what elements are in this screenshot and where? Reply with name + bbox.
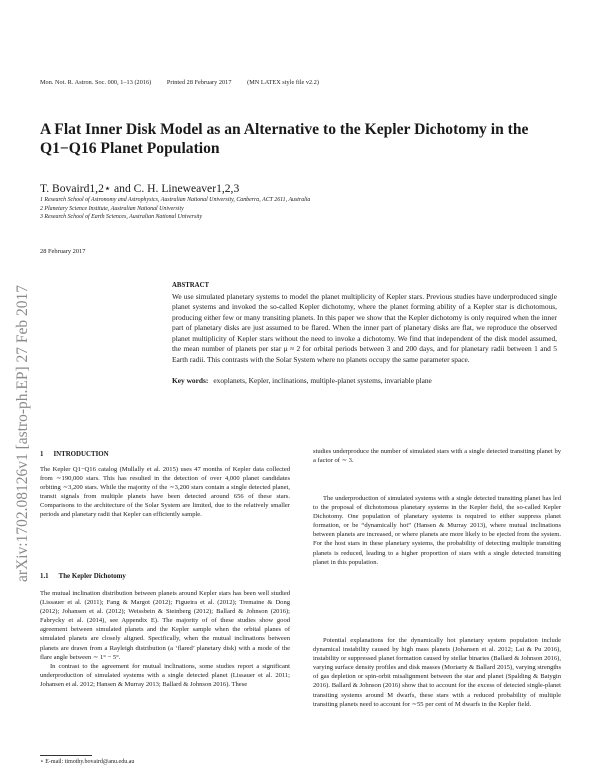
affiliation-3: 3 Research School of Earth Sciences, Australian National University xyxy=(40,214,203,220)
subsection-number: 1.1 xyxy=(40,573,49,580)
abstract-heading: ABSTRACT xyxy=(172,282,210,289)
right-text-1: studies underproduce the number of simulated stars with a single detected transiting planet by a factor of ∼ 3. xyxy=(313,448,561,465)
intro-text: The Kepler Q1−Q16 catalog (Mullally et al. 2015) uses 47 months of Kepler data collected from ∼190,000 stars. This has resulted in the detection of over 4,000 planet candidates orbiting ∼3,200 stars. While the majority of the ∼3,200 stars contain a single detected planet, transit signals from multiple planets have been detected around 656 of these stars. Comparisons to the architecture of the Solar System are limited, due to the relatively smaller periods and planetary radii that Kepler can efficiently sample. xyxy=(40,466,290,519)
intro-paragraph xyxy=(40,465,290,520)
right-text-2: The underproduction of simulated systems with a single detected transiting planet has led to the proposal of dichotomous planetary systems in the Kepler field, the so-called Kepler Dichotomy. One population of planetary systems is required to either suppress planet formation, or be “dynamically hot” (Hansen & Murray 2013), where mutual inclinations between planets are increased, or where planets are more likely to be ejected from the system. For the host stars in these planetary systems, the probability of detecting multiple transiting planets is reduced, leading to a higher proportion of stars with a single detected transiting planet in this population. xyxy=(313,495,561,566)
journal-citation: Mon. Not. R. Astron. Soc. 000, 1–13 (2016) xyxy=(40,79,152,86)
subsection-heading xyxy=(40,573,126,580)
arxiv-id: arXiv:1702.08126v1 [astro-ph.EP] 27 Feb 2017 xyxy=(14,284,31,582)
keywords xyxy=(172,376,557,385)
dichotomy-paragraphs xyxy=(40,589,290,689)
keywords-text: exoplanets, Kepler, inclinations, multiple-planet systems, invariable plane xyxy=(213,376,432,385)
subsection-title: The Kepler Dichotomy xyxy=(58,573,126,580)
right-para-2 xyxy=(313,494,561,567)
paper-title: A Flat Inner Disk Model as an Alternative to the Kepler Dichotomy in the Q1−Q16 Planet Population xyxy=(40,121,529,157)
section-number: 1 xyxy=(40,451,44,458)
section-heading xyxy=(40,451,109,458)
abstract xyxy=(172,281,557,365)
printed-date: Printed 28 February 2017 xyxy=(166,79,232,86)
section-title: INTRODUCTION xyxy=(53,451,109,458)
right-para-3 xyxy=(313,636,561,709)
right-text-3: Potential explanations for the dynamically hot planetary system population include dynamical instability caused by high mass planets (Johansen et al. 2012; Lai & Pu 2016), instability or suppressed planet formation caused by stellar binaries (Ballard & Johnson 2016), varying surface density profiles and disk masses (Moriarty & Ballard 2015), varying strengths of gas depletion or spin-orbit misalignment between the star and planet (Spalding & Batygin 2016). Ballard & Johnson (2016) show that to account for the excess of detected single-planet transiting systems around M dwarfs, these stars with a reduced probability of multiple transiting planets need to account for ∼55 per cent of M dwarfs in the Kepler field. xyxy=(313,637,561,708)
footnote-rule xyxy=(40,755,92,756)
keywords-label: Key words: xyxy=(172,376,209,385)
right-para-1 xyxy=(313,447,561,465)
footnote-email: ⋆ E-mail: timothy.bovaird@anu.edu.au xyxy=(40,759,135,765)
dichotomy-para-1: The mutual inclination distribution between planets around Kepler stars has been well studied (Lissauer et al. (2011); Fang & Margot (2012); Figueira et al. (2012); Tremaine & Dong (2012); Johansen et al. (2012); Weissbein & Steinberg (2012); Ballard & Johnson (2016); Fabrycky et al. (2014), see Appendix E). The majority of of these studies show good agreement between simulated planets and the Kepler sample when the orbital planes of simulated planets are closely aligned. Specifically, when the mutual inclinations between planets are drawn from a Rayleigh distribution (a ‘flared’ planetary disk) with a mode of the flare angle between ∼ 1° − 5°. xyxy=(40,590,290,661)
affiliation-1: 1 Research School of Astronomy and Astrophysics, Australian National University, Canberra, ACT 2611, Australia xyxy=(40,197,311,203)
style-note: (MN LATEX style file v2.2) xyxy=(247,79,320,86)
affiliation-2: 2 Planetary Science Institute, Australian National University xyxy=(40,206,184,212)
arxiv-stamp xyxy=(0,170,40,590)
author-list: T. Bovaird1,2⋆ and C. H. Lineweaver1,2,3 xyxy=(40,182,240,195)
running-header xyxy=(40,79,333,86)
abstract-text: We use simulated planetary systems to model the planet multiplicity of Kepler stars. Previous studies have underproduced single planet systems and invoked the so-called Kepler dichotomy, where the planet forming ability of a Kepler star is dichotomous, producing either few or many transiting planets. In this paper we show that the Kepler dichotomy is only required when the inner part of planetary disks are just assumed to be flared. When the inner part of planetary disks are flat, we reproduce the observed planet multiplicity of Kepler stars without the need to invoke a dichotomy. We find that independent of the disk model assumed, the mean number of planets per star μ ≈ 2 for orbital periods between 3 and 200 days, and for planetary radii between 1 and 5 Earth radii. This contrasts with the Solar System where no planets occupy the same parameter space. xyxy=(172,291,557,364)
dichotomy-para-2: In contrast to the agreement for mutual inclinations, some studies report a significant underproduction of simulated systems with a single detected planet (Lissauer et al. 2011; Johansen et al. 2012; Hansen & Murray 2013; Ballard & Johnson 2016). These xyxy=(40,662,290,688)
submission-date: 28 February 2017 xyxy=(40,248,86,255)
